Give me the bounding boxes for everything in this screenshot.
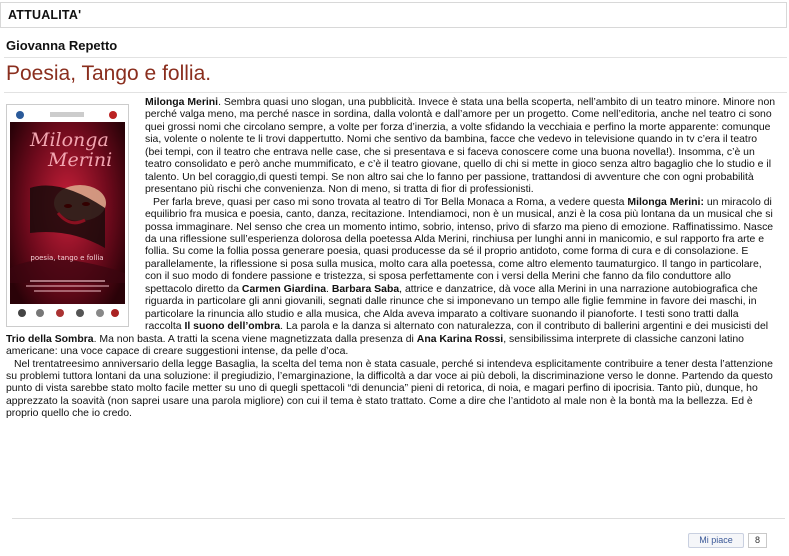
section-label: ATTUALITA' xyxy=(8,8,82,22)
divider xyxy=(4,57,787,58)
divider xyxy=(12,518,785,519)
text-run: . xyxy=(326,283,332,295)
poster-title-line2: Merini xyxy=(48,149,113,171)
bold-text: Milonga Merini xyxy=(145,97,219,108)
bold-text: Barbara Saba xyxy=(331,283,400,295)
text-run: Per farla breve, quasi per caso mi sono trovata al teatro di Tor Bella Monaca a Roma, a vedere questa xyxy=(153,196,628,208)
poster-subtitle: poesia, tango e follia xyxy=(30,254,104,262)
poster-illustration xyxy=(10,108,125,323)
like-count: 8 xyxy=(748,533,767,548)
bold-text: Il suono dell’ombra xyxy=(184,321,281,333)
article-title: Poesia, Tango e follia. xyxy=(6,62,212,85)
text-run: . La parola e la danza si alternato con naturalezza, con il contributo di ballerini argentini e dei musicisti del xyxy=(280,321,769,333)
section-header xyxy=(0,2,787,28)
text-run: Nel trentatreesimo anniversario della legge Basaglia, la scelta del tema non è stata casuale, perché si intendeva esplicitamente contribuire a tener desta l’attenzione su problemi tuttora lontani da una soluzione: il pregiudizio, l’emarginazione, la difficoltà a dar voce ai più deboli, la discriminazione verso le donne. Partendo da questo punto di vista sarebbe stato molto facile metter su uno di quegli spettacoli “di denuncia” pieni di retorica, di noia, e magari perfino di ipocrisia. Tanto più, dunque, ho apprezzato la soavità (non saprei usare una parola migliore) con cui il tema è stato trattato. Come a dire che l’antidoto al male non è la bontà ma la bellezza. Ed è proprio quello che io credo. xyxy=(6,358,773,420)
bold-text: Trio della Sombra xyxy=(6,333,94,345)
text-run: , sensibilissima interprete di classiche canzoni latino americane: una voce capace di creare suggestioni intense, da pelle d’oca. xyxy=(6,333,744,358)
article-author: Giovanna Repetto xyxy=(6,38,118,53)
poster-title-line1: Milonga xyxy=(30,129,109,151)
bold-text: Milonga Merini: xyxy=(627,196,704,208)
text-run: . Sembra quasi uno slogan, una pubblicità. Invece è stata una bella scoperta, nell’ambito di un teatro minore. Minore non perché valga meno, ma perché nasce in sordina, dalla volontà e dall’amore per un progetto. Come nell’editoria, anche nel teatro ci sono quei grossi nomi che circolano sempre, a volte per forza d’inerzia, a volte sfidando la vecchiaia e perfino la morte apparente: comunque sia, volente o nolente te li trovi dappertutto. Nomi che sentivo da bambina, facce che vedevo in televisione quando in tv c’era il teatro (bei tempi, con il teatro che entrava nelle case, che si presentava e si faceva conoscere come una buona novella!). Insomma, c’è un teatro consolidato e però anche mummificato, e c’è il teatro giovane, quello di chi si mette in gioco senza altro bagaglio che lo studio e il talento. Un bel coraggio,di questi tempi. Se non altro sai che lo fanno per passione, trattandosi di avventure che con ogni probabilità presentano più rischi che convenienza. Non di meno, si tratta di fior di professionisti. xyxy=(145,97,776,196)
text-run: . Ma non basta. A tratti la scena viene magnetizzata dalla presenza di xyxy=(93,333,417,345)
like-button[interactable]: Mi piace xyxy=(688,533,744,548)
paragraph-3 xyxy=(6,359,776,421)
bold-text: Carmen Giardina xyxy=(241,283,327,295)
poster-image xyxy=(6,104,129,327)
divider xyxy=(4,92,787,93)
text-run: un miracolo di equilibrio fra musica e poesia, canto, danza, recitazione. Intendiamoci, non è un musical, anzi è la cosa più lontana da un musical che si possa immaginare. Nel senso che crea un momento intimo, sobrio, intenso, privo di sfarzo ma pieno di emozione. Raffinatissimo. Nasce da una riflessione sull’esperienza dolorosa della poetessa Alda Merini, rinchiusa per lunghi anni in manicomio, e sul rapporto fra arte e follia. Su come la follia possa generare poesia, quasi producesse da sé il proprio antidoto, come forma di cura e di consolazione. E parallelamente, la riflessione si posa sulla musica, molto cara alla poetessa, come altro elemento taumaturgico. Il tango in particolare, con il suo modo di fondere passione e tristezza, si sposa perfettamente con i versi della Merini che fanno da filo conduttore allo spettacolo diretto da xyxy=(145,196,774,295)
bold-text: Ana Karina Rossi xyxy=(416,333,504,345)
text-run: , attrice e danzatrice, dà voce alla Merini in una narrazione autobiografica che riguarda in particolare gli anni giovanili, segnati dalle rinunce che si imponevano un tempo alle figlie femmine in favore dei maschi, in particolare la rinuncia allo studio e alla musica, che Alda aveva imparato a coltivare suonando il pianoforte. I testi sono tratti dalla raccolta xyxy=(145,283,758,333)
